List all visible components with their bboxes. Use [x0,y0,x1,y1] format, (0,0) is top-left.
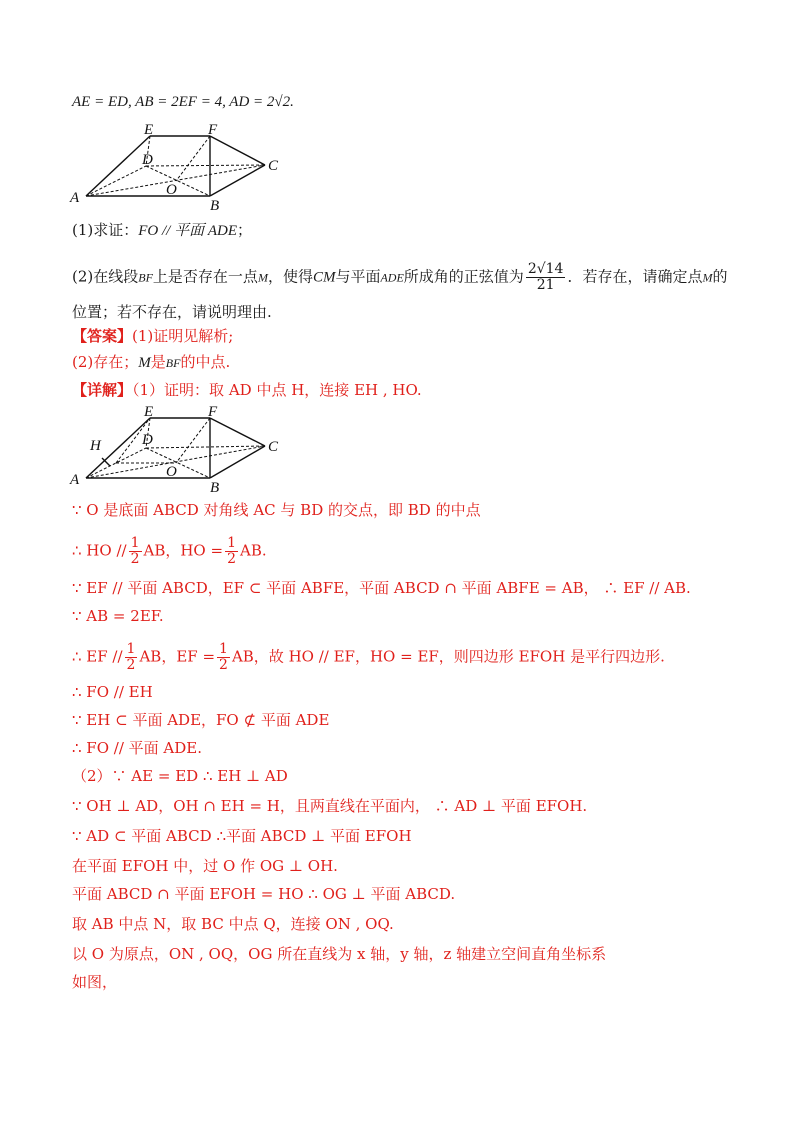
label-a: A [70,190,80,206]
detail-line-6: ∴ FO // EH [72,683,153,701]
label-d-2: D [142,432,153,448]
label-e-2: E [144,404,154,420]
detail-line-11: ∵ AD ⊂ 平面 ABCD ∴平面 ABCD ⊥ 平面 EFOH [72,827,412,845]
label-f-2: F [208,404,218,420]
label-o: O [166,182,177,198]
answer-line-1: 【答案】(1)证明见解析; [72,327,234,345]
given-conditions: AE = ED, AB = 2EF = 4, AD = 2√2. [72,94,294,110]
detail-line-2: ∴ HO // $\frac{1}{2}$ AB，HO = $\frac{1}{2}$ AB. [72,535,267,567]
detail-line-3: ∵ EF // 平面 ABCD，EF ⊂ 平面 ABFE，平面 ABCD ∩ 平面 ABFE = AB， ∴ EF // AB. [72,579,691,597]
detail-line-12: 在平面 EFOH 中，过 O 作 OG ⊥ OH. [72,857,338,875]
detail-line-15: 以 O 为原点，ON , OQ，OG 所在直线为 x 轴，y 轴，z 轴建立空间直角坐标系 [72,945,607,963]
detail-line-14: 取 AB 中点 N，取 BC 中点 Q，连接 ON , OQ. [72,915,394,933]
edge-fc [210,136,265,165]
detail-line-4: ∵ AB = 2EF. [72,607,164,625]
label-c: C [268,158,279,174]
question-2-line-2: 位置；若不存在，请说明理由. [72,303,272,321]
question-1: (1)求证：FO // 平面 ADE； [72,221,253,239]
figure-2 [60,402,290,494]
label-o-2: O [166,464,177,480]
label-b-2: B [210,480,220,494]
detail-line-5: ∴ EF // $\frac{1}{2}$ AB，EF = $\frac{1}{2}$ AB，故 HO // EF，HO = EF，则四边形 EFOH 是平行四边形. [72,641,665,673]
label-f: F [208,122,218,138]
label-a-2: A [70,472,80,488]
detail-line-1: ∵ O 是底面 ABCD 对角线 AC 与 BD 的交点，即 BD 的中点 [72,501,481,519]
sine-value-fraction: $\frac{2√14}{21}$ [527,261,564,293]
detail-line-7: ∵ EH ⊂ 平面 ADE，FO ⊄ 平面 ADE [72,711,330,729]
detail-heading: 【详解】（1）证明：取 AD 中点 H，连接 EH , HO. [72,381,422,399]
detail-line-16: 如图， [72,973,118,991]
figure-1 [60,118,290,210]
label-h-2: H [90,438,101,454]
answer-line-2: (2)存在；M是BF的中点. [72,353,231,371]
label-b: B [210,198,220,210]
question-2-line-1: (2)在线段BF上是否存在一点M，使得CM与平面ADE所成角的正弦值为 $\frac{2√14}{21}$ ．若存在，请确定点M的 [72,261,728,293]
label-e: E [144,122,154,138]
detail-line-13: 平面 ABCD ∩ 平面 EFOH = HO ∴ OG ⊥ 平面 ABCD. [72,885,456,903]
label-d: D [142,152,153,168]
detail-line-10: ∵ OH ⊥ AD，OH ∩ EH = H，且两直线在平面内， ∴ AD ⊥ 平面 EFOH. [72,797,588,815]
edge-bc [210,165,265,196]
label-c-2: C [268,439,279,455]
detail-line-8: ∴ FO // 平面 ADE. [72,739,203,757]
detail-line-9: （2）∵ AE = ED ∴ EH ⊥ AD [72,767,288,785]
